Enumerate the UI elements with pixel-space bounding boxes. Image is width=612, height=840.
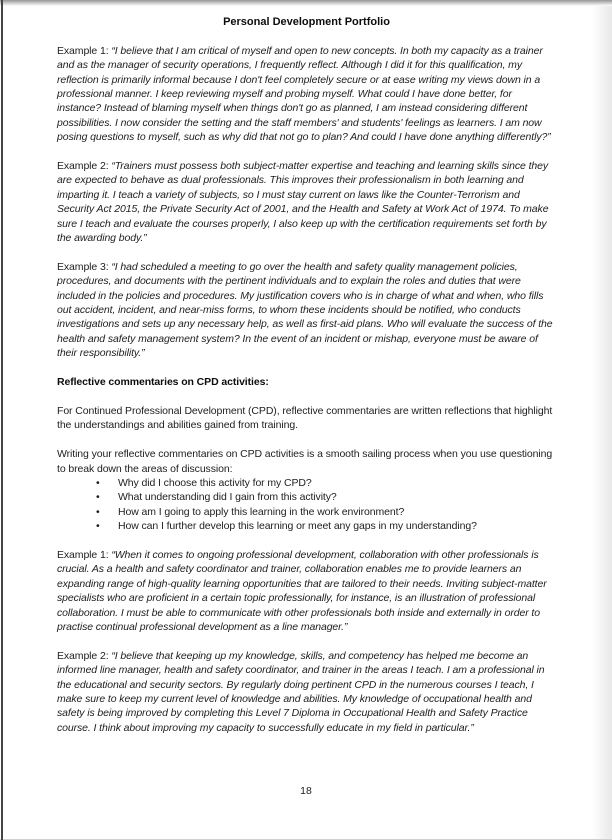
- reflective-example-3: [57, 260, 556, 361]
- example-2-quote: “Trainers must possess both subject-matter expertise and teaching and learning skills since they are expected to behave as dual professionals. This improves their professionalism in both learning and imparting it. I teach a variety of subjects, so I must stay current on laws like the Counter-Terrorism and Security Act 2015, the Private Security Act of 2001, and the Health and Safety at Work Act of 1974. To make sure I teach and evaluate the courses properly, I also keep up with the certification requirements set forth by the awarding body.”: [57, 160, 549, 245]
- page-left-edge-line: [1, 0, 3, 840]
- page-title: Personal Development Portfolio: [223, 16, 390, 28]
- document-page: [57, 0, 556, 735]
- cpd-question-list: [57, 476, 556, 534]
- bullet-icon: •: [96, 505, 100, 518]
- cpd-example-1-label: Example 1:: [57, 548, 112, 561]
- example-1-label: Example 1:: [57, 44, 112, 57]
- page-number: 18: [300, 785, 312, 797]
- reflective-example-1: [57, 44, 556, 145]
- cpd-example-2: [57, 649, 556, 735]
- cpd-example-1-quote: “When it comes to ongoing professional development, collaboration with other professionals is crucial. As a health and safety coordinator and trainer, collaboration enables me to provide learners an expanding range of high-quality learning opportunities that are tailored to their needs. Inviting subject-matter specialists who are proficient in a certain topic professionally, for instance, is an illustration of professional collaboration. I must be able to communicate with other professionals both inside and externally in order to practise continual professional development as a line manager.”: [57, 548, 547, 633]
- cpd-question-item-3: [57, 505, 556, 519]
- example-2-label: Example 2:: [57, 160, 112, 173]
- bullet-icon: •: [96, 476, 100, 489]
- example-1-quote: “I believe that I am critical of myself and open to new concepts. In both my capacity as a trainer and as the manager of security operations, I frequently reflect. Although I did it for this qualification, my reflection is primarily informal because I don't feel completely secure or at ease writing my views down in a professional manner. I keep reviewing myself and probing myself. What could I have done better, for instance? Instead of blaming myself when things don't go as planned, I am instead considering different possibilities. I now consider the setting and the staff members' and students' feelings as learners. I am now posing questions to myself, such as why did that not go to plan? And could I have done anything differently?”: [57, 44, 551, 144]
- cpd-intro-paragraph: For Continued Professional Development (CPD), reflective commentaries are written reflections that highlight the understandings and abilities gained from training.: [57, 404, 553, 432]
- cpd-question-item-4: [57, 519, 556, 533]
- cpd-question-item-1: [57, 476, 556, 490]
- example-3-label: Example 3:: [57, 260, 112, 273]
- bullet-icon: •: [96, 520, 100, 533]
- cpd-example-2-label: Example 2:: [57, 649, 112, 662]
- cpd-question-text-4: How can I further develop this learning or meet any gaps in my understanding?: [118, 520, 477, 533]
- cpd-question-item-2: [57, 490, 556, 504]
- cpd-question-text-2: What understanding did I gain from this activity?: [118, 491, 337, 504]
- cpd-example-2-quote: “I believe that keeping up my knowledge, skills, and competency has helped me become an informed line manager, health and safety coordinator, and trainer in the areas I teach. I am a professional in the educational and security sectors. By regularly doing pertinent CPD in the numerous courses I teach, I make sure to keep my current level of knowledge and abilities. My knowledge of occupational health and safety is being improved by completing this Level 7 Diploma in Occupational Health and Safety Practice course. I think about improving my capacity to successfully educate in my field in particular.”: [57, 649, 545, 734]
- page-right-edge-shadow: [592, 0, 612, 840]
- example-3-quote: “I had scheduled a meeting to go over the health and safety quality management policies, procedures, and documents with the pertinent individuals and to explain the roles and duties that were included in the policies and procedures. My justification covers who is in charge of what and when, who fills out accident, incident, and near-miss forms, to whom these incidents should be notified, who conducts investigations and sets up any necessary help, as well as first-aid plans. Who will evaluate the success of the health and safety management system? In the event of an incident or mishap, everyone must be aware of their responsibility.”: [57, 260, 553, 360]
- cpd-example-1: [57, 548, 556, 634]
- cpd-section-heading: Reflective commentaries on CPD activities:: [57, 376, 269, 389]
- bullet-icon: •: [96, 491, 100, 504]
- page-top-shadow: [0, 0, 612, 6]
- reflective-example-2: [57, 159, 556, 245]
- cpd-question-text-3: How am I going to apply this learning in the work environment?: [118, 505, 405, 518]
- cpd-question-text-1: Why did I choose this activity for my CPD?: [118, 476, 312, 489]
- cpd-questions-intro: Writing your reflective commentaries on CPD activities is a smooth sailing process when you use questioning to break down the areas of discussion:: [57, 448, 553, 475]
